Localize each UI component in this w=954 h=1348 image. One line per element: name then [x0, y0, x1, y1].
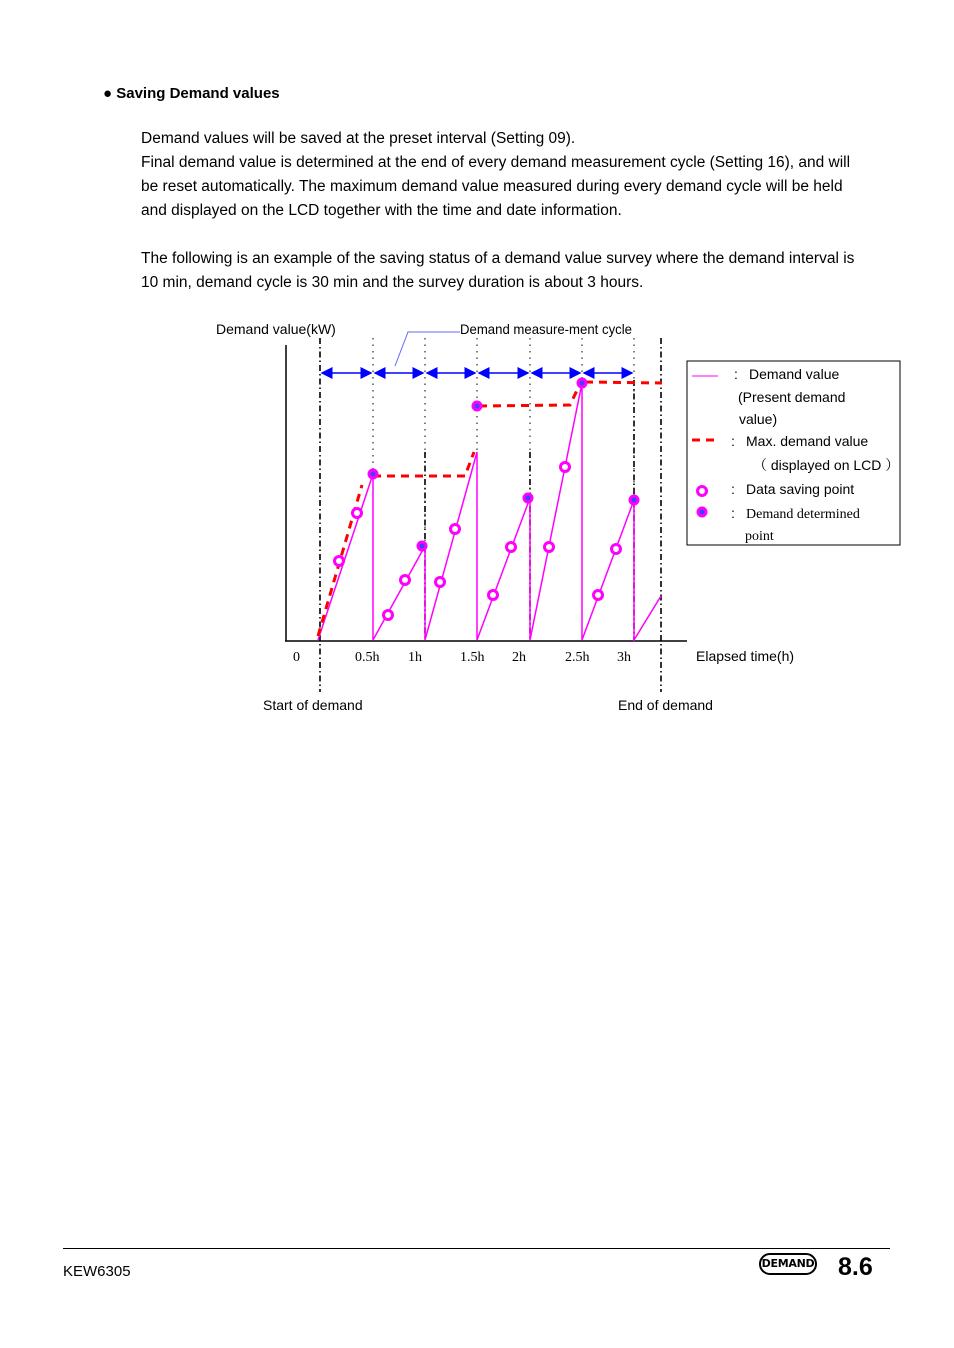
determined-point: [577, 378, 588, 389]
legend-sep: :: [731, 433, 735, 449]
end-label: End of demand: [618, 697, 713, 713]
max-demand-segment: [585, 382, 662, 383]
determined-points: [368, 378, 640, 552]
saving-point: [384, 611, 393, 620]
saving-point: [507, 543, 516, 552]
legend-demand-2: (Present demand: [738, 389, 846, 405]
x-tick-2: 1h: [408, 650, 422, 665]
x-tick-5: 2.5h: [565, 650, 590, 665]
footer-divider: [63, 1248, 890, 1249]
saving-point: [594, 591, 603, 600]
paragraph-example: The following is an example of the saving status of a demand value survey where the demand interval is 10 min, demand cycle is 30 min and the survey duration is about 3 hours.: [141, 250, 855, 291]
demand-value-line: [318, 383, 661, 640]
legend: [687, 361, 900, 545]
legend-saving: Data saving point: [746, 481, 855, 497]
saving-point: [451, 525, 460, 534]
max-demand-segment: [479, 384, 580, 406]
saving-point: [612, 545, 621, 554]
x-tick-0: 0: [293, 650, 300, 665]
legend-saving-swatch: [698, 487, 707, 496]
saving-point: [335, 557, 344, 566]
footer-model: KEW6305: [63, 1263, 131, 1280]
legend-determined-center: [700, 510, 705, 515]
x-axis-label: Elapsed time(h): [696, 648, 795, 664]
legend-sep: :: [731, 481, 735, 497]
saving-point: [561, 463, 570, 472]
section-heading: ● Saving Demand values: [103, 85, 280, 102]
legend-determined-2: point: [745, 529, 774, 544]
x-tick-4: 2h: [512, 650, 526, 665]
determined-point: [368, 469, 379, 480]
saving-point: [489, 591, 498, 600]
paragraph-final-demand: Final demand value is determined at the end of every demand measurement cycle (Setting 16), and will be reset automatically. The maximum demand value measured during every demand cycle will be held and displayed on the LCD together with the time and date information.: [141, 154, 851, 219]
legend-sep: :: [734, 366, 738, 382]
legend-demand-1: Demand value: [749, 366, 840, 382]
saving-point: [353, 509, 362, 518]
legend-max-2: （ displayed on LCD ）: [753, 457, 900, 473]
x-tick-1: 0.5h: [355, 650, 380, 665]
y-axis-label: Demand value(kW): [216, 321, 336, 337]
determined-point: [523, 493, 534, 504]
legend-max-1: Max. demand value: [746, 433, 869, 449]
max-demand-segment: [373, 452, 474, 476]
saving-point: [401, 576, 410, 585]
paragraph-interval: Demand values will be saved at the preset interval (Setting 09).: [141, 130, 576, 147]
demand-diagram: [0, 310, 954, 730]
legend-demand-3: value): [739, 411, 778, 427]
determined-point: [629, 495, 640, 506]
start-label: Start of demand: [263, 697, 363, 713]
determined-point: [417, 541, 428, 552]
x-tick-3: 1.5h: [460, 650, 485, 665]
determined-point: [472, 401, 483, 412]
demand-badge-icon: DEMAND: [759, 1253, 817, 1275]
page-number: 8.6: [838, 1253, 873, 1281]
saving-point: [436, 578, 445, 587]
legend-sep: :: [731, 505, 735, 521]
saving-point: [545, 543, 554, 552]
cycle-label: Demand measure-ment cycle: [460, 321, 633, 337]
cycle-label-leader: [395, 332, 460, 366]
x-tick-6: 3h: [617, 650, 631, 665]
legend-determined-1: Demand determined: [746, 507, 860, 522]
